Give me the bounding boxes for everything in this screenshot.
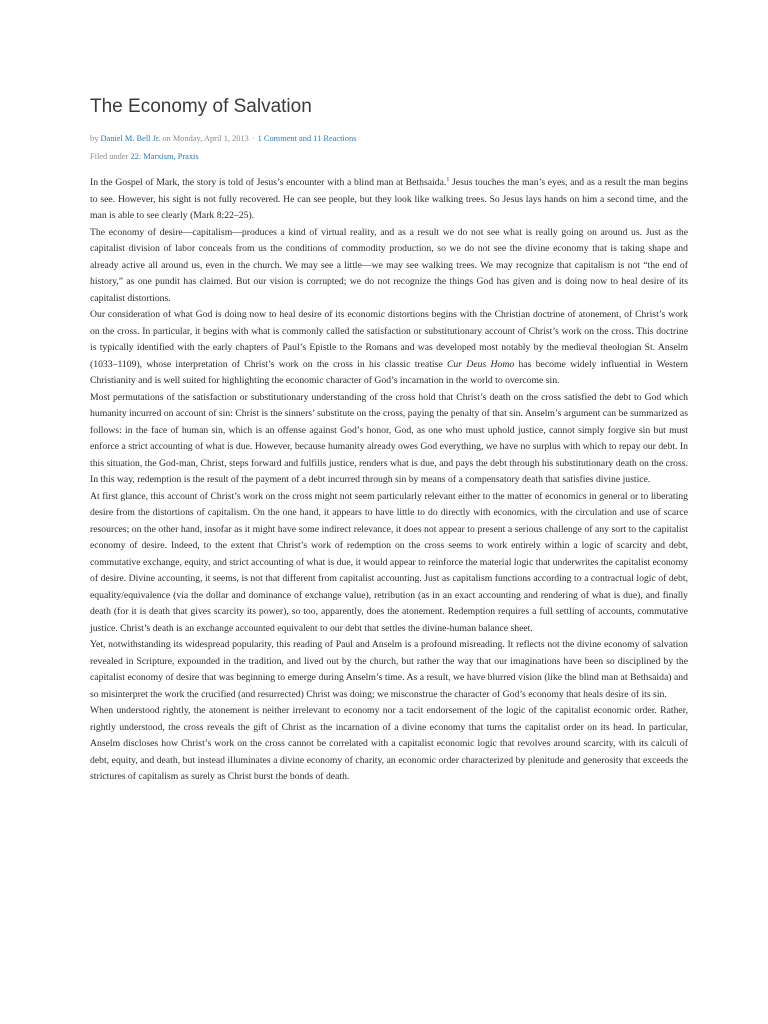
category-colon: : xyxy=(138,152,142,161)
author-link[interactable]: Daniel M. Bell Jr. xyxy=(100,134,161,143)
post-date: Monday, April 1, 2013 xyxy=(172,134,249,143)
byline-prefix: by xyxy=(90,134,99,143)
byline xyxy=(90,130,688,148)
article-body xyxy=(90,175,688,786)
filed-under-prefix: Filed under xyxy=(90,152,129,161)
paragraph-3-text-a: Our consideration of what God is doing now to heal desire of its economic distortions begins with the Christian doctrine of atonement, of Christ’s work on the cross. In particular, it begins with what is commonly called the satisfaction or substitutionary account of Christ’s work on the cross. This doctrine is typically identified with the early chapters of Paul’s Epistle to the Romans and was developed most notably by the medieval theologian St. Anselm (1033–1109), whose interpretation of Christ’s work on the cross in his classic treatise xyxy=(90,309,688,370)
paragraph-6: Yet, notwithstanding its widespread popularity, this reading of Paul and Anselm is a profound misreading. It reflects not the divine economy of salvation revealed in Scripture, expounded in the tradition, and lived out by the church, but rather the way that our imaginations have been so disciplined by the capitalist economy of desire that was beginning to emerge during Anselm’s time. As a result, we have blurred vision (like the blind man at Bethsaida) and so misinterpret the work the crucified (and resurrected) Christ was doing; we misconstrue the character of God’s economy that heals desire of its sin. xyxy=(90,639,688,700)
paragraph-1-text-b: Jesus touches the man’s eyes, and as a result the man begins to see. However, his sight is not fully recovered. He can see people, but they look like walking trees. So Jesus lays hands on him a second time, and the man is able to see clearly (Mark 8:22–25). xyxy=(90,177,689,221)
paragraph-3 xyxy=(90,307,688,390)
footnote-marker[interactable]: 1 xyxy=(446,176,450,183)
meta-separator: · xyxy=(251,134,255,143)
paragraph-4: Most permutations of the satisfaction or substitutionary understanding of the cross hold that Christ’s death on the cross satisfied the debt to God which humanity incurred on account of sin: Christ is the sinners’ substitute on the cross, paying the penalty of that sin. Anselm’s argument can be summarized as follows: in the face of human sin, which is an offense against God’s honor, God, as one who must uphold justice, cannot simply forgive sin but must enforce a strict accounting of what is due. However, because humanity already owes God everything, we have no surplus with which to repay our debt. In this situation, the God-man, Christ, steps forward and fulfills justice, renders what is due, and pays the debt through his substitutionary death on the cross. In this way, redemption is the result of the payment of a debt incurred through sin by means of a compensatory death that satisfies divine justice. xyxy=(90,391,688,485)
categories-link[interactable]: Marxism, Praxis xyxy=(143,152,199,161)
paragraph-1-text-a: In the Gospel of Mark, the story is told of Jesus’s encounter with a blind man at Bethsaida. xyxy=(90,177,447,188)
paragraph-3-text-b: has become widely influential in Western Christianity and is well suited for highlighting the economic character of God’s incarnation in the world to overcome sin. xyxy=(90,358,689,386)
article-title: The Economy of Salvation xyxy=(90,96,312,117)
category-number-link[interactable]: 22 xyxy=(130,152,139,161)
comments-link[interactable]: 1 Comment and 11 Reactions xyxy=(257,134,357,143)
paragraph-5: At first glance, this account of Christ’s work on the cross might not seem particularly relevant either to the matter of economics in general or to liberating desire from the distortions of capitalism. On the one hand, it appears to have little to do directly with economics, with the circulation and use of scarce resources; on the other hand, insofar as it might have some indirect relevance, it does not appear to present a serious challenge of any sort to the capitalist economy of desire. Indeed, to the extent that Christ’s work of redemption on the cross seems to work entirely within a logic of scarcity and debt, commutative exchange, equity, and strict accounting of what is due, it would appear to reinforce the material logic that underwrites the capitalist economy of desire. Divine accounting, it seems, is not that different from capitalist accounting. Just as capitalism functions according to a contractual logic of debt, equality/equivalence (via the dollar and dominance of exchange value), retribution (as in an exact accounting and rendering of what is due), and finally death (for it is death that gives scarcity its power), so too, apparently, does the atonement. Redemption requires a full settling of accounts, commutative justice. Christ’s death is an exchange accounted equivalent to our debt that settles the divine-human balance sheet. xyxy=(90,490,688,634)
date-prefix: on xyxy=(162,134,171,143)
filed-under xyxy=(90,148,688,166)
paragraph-2: The economy of desire—capitalism—produces a kind of virtual reality, and as a result we do not see what is really going on around us. Just as the capitalist division of labor conceals from us the conditions of commodity production, so we do not see the divine economy that is taking shape and already active all around us, even in the church. We may see a little—we may see walking trees. We may recognize that capitalism is not “the end of history,” as one pundit has claimed. But our vision is corrupted; we do not recognize the things God has given and is doing now to heal desire of its capitalist distortions. xyxy=(90,226,688,304)
paragraph-7: When understood rightly, the atonement is neither irrelevant to economy nor a tacit endorsement of the logic of the capitalist economic order. Rather, rightly understood, the cross reveals the gift of Christ as the incarnation of a divine economy that turns the capitalist order on its head. In particular, Anselm discloses how Christ’s work on the cross cannot be correlated with a capitalist economic logic that revolves around scarcity, with its calculi of debt, equity, and death, but instead illuminates a divine economy of charity, an economic order characterized by plenitude and generosity that exceeds the strictures of capitalism as surely as Christ burst the bonds of death. xyxy=(90,705,688,782)
book-title: Cur Deus Homo xyxy=(446,358,515,370)
paragraph-1 xyxy=(90,175,688,225)
